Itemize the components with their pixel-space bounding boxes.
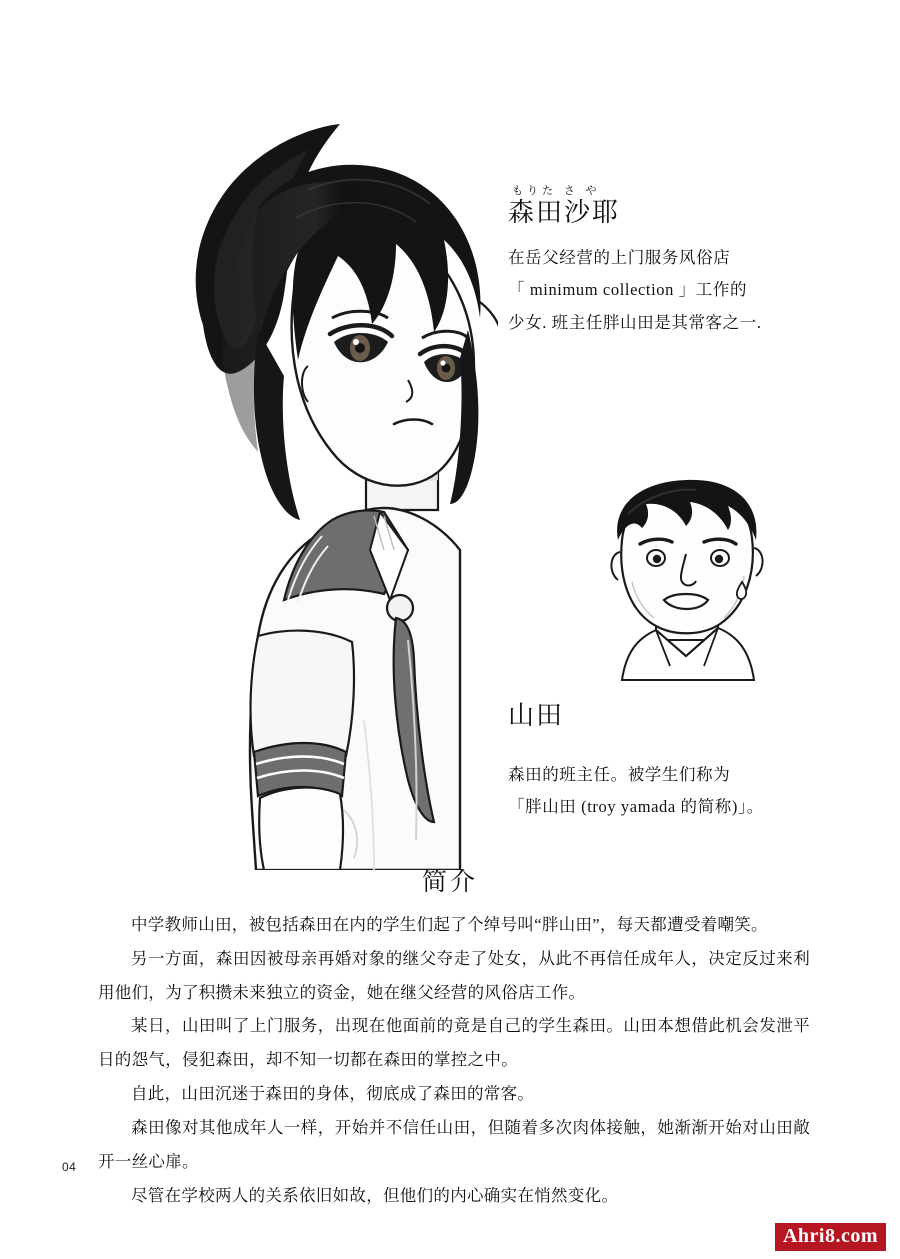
character-name-morita-saya: 森田沙耶 (508, 198, 621, 228)
character-description-morita-saya (508, 242, 838, 339)
synopsis-title: 简介 (421, 869, 478, 896)
page-number: 04 (62, 1160, 77, 1174)
character-furigana-morita-saya: もりた さ や (512, 185, 601, 197)
character-description-line: 「胖山田 (troy yamada 的简称)」。 (508, 797, 764, 817)
synopsis-paragraph: 另一方面，森田因被母亲再婚对象的继父夺走了处女，从此不再信任成年人，决定反过来利用他们，为了积攒未来独立的资金，她在继父经营的风俗店工作。 (98, 948, 810, 1002)
synopsis-paragraph: 某日，山田叫了上门服务，出现在他面前的竟是自己的学生森田。山田本想借此机会发泄平日的怨气，侵犯森田，却不知一切都在森田的掌控之中。 (98, 1016, 810, 1070)
character-name-yamada: 山田 (508, 701, 565, 730)
character-description-line: 森田的班主任。被学生们称为 (508, 765, 731, 785)
character-description-line: 少女. 班主任胖山田是其常客之一. (508, 312, 762, 332)
character-description-yamada (508, 759, 848, 823)
character-description-line: 「 minimum collection 」工作的 (508, 280, 748, 300)
synopsis-paragraph: 中学教师山田，被包括森田在内的学生们起了个绰号叫“胖山田”，每天都遭受着嘲笑。 (131, 915, 768, 934)
character-illustration-morita-saya (108, 80, 498, 870)
character-description-line: 在岳父经营的上门服务风俗店 (508, 248, 731, 268)
character-block-yamada (508, 700, 848, 824)
character-block-morita-saya (508, 185, 838, 339)
synopsis-paragraph: 森田像对其他成年人一样，开始并不信任山田，但随着多次肉体接触，她渐渐开始对山田敞开一丝心扉。 (98, 1117, 810, 1171)
site-watermark: Ahri8.com (775, 1223, 886, 1251)
character-illustration-yamada (582, 470, 792, 685)
synopsis-paragraph: 自此，山田沉迷于森田的身体，彻底成了森田的常客。 (131, 1084, 535, 1104)
synopsis-body (98, 908, 810, 1212)
synopsis-paragraph: 尽管在学校两人的关系依旧如故，但他们的内心确实在悄然变化。 (131, 1185, 619, 1205)
